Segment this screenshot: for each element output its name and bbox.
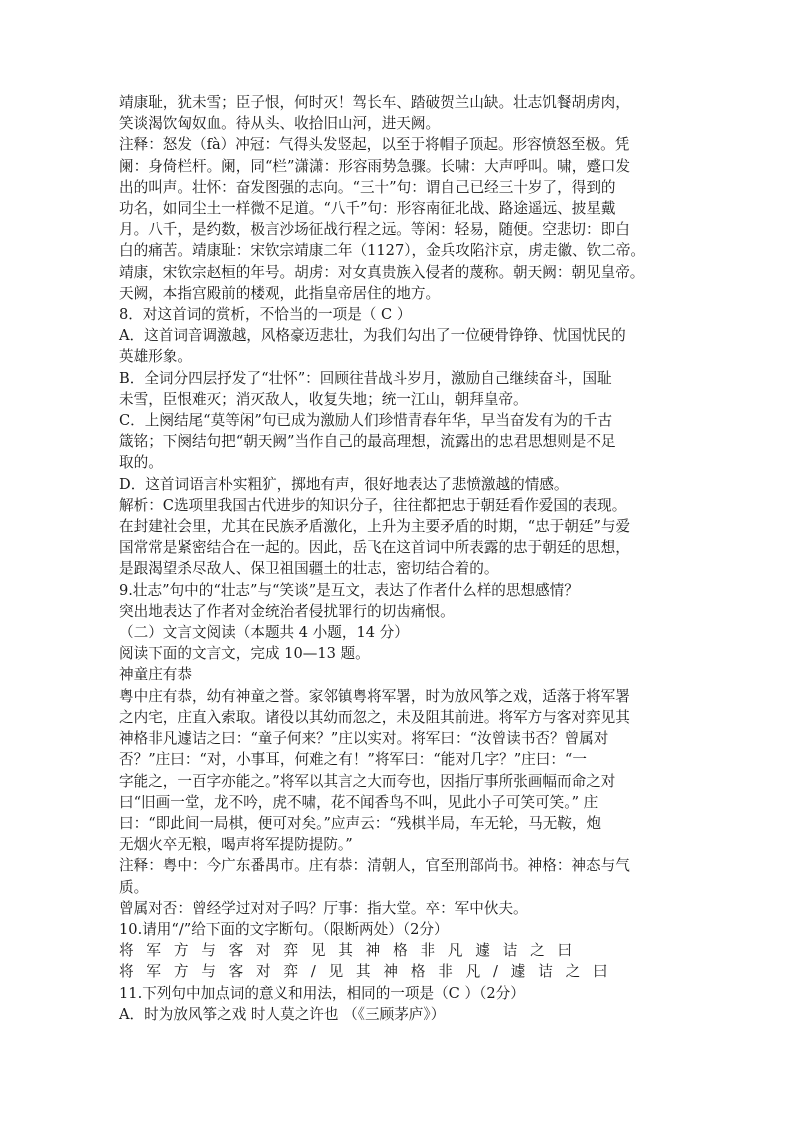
question-8: 8．对这首词的赏析，不恰当的一项是（ C ） <box>119 306 412 324</box>
option-a: A．时为放风筝之戏 时人莫之许也 （《三顾茅庐》） <box>119 1005 446 1023</box>
text-line: 国常常是紧密结合在一起的。因此，岳飞在这首词中所表露的忠于朝廷的思想， <box>119 539 630 557</box>
text-line: 在封建社会里，尤其在民族矛盾激化，上升为主要矛盾的时期，“忠于朝廷”与爱 <box>119 518 631 536</box>
text-line: 是跟渴望杀尽敌人、保卫祖国疆土的壮志，密切结合着的。 <box>119 560 499 578</box>
text-line: 出的叫声。壮怀：奋发图强的志向。“三十”句：谓自己已经三十岁了，得到的 <box>119 178 616 196</box>
option-d: D．这首词语言朴实粗犷，掷地有声，很好地表达了悲愤激越的情感。 <box>119 475 569 493</box>
text-line: 靖康耻，犹未雪；臣子恨，何时灭！驾长车、踏破贺兰山缺。壮志饥餐胡虏肉， <box>119 94 630 111</box>
text-line: 阑：身倚栏杆。阑，同“栏”潇潇：形容雨势急骤。长啸：大声呼叫。啸，蹙口发 <box>119 157 631 175</box>
text-line: 靖康，宋钦宗赵桓的年号。胡虏：对女真贵族入侵者的蔑称。朝天阙：朝见皇帝。 <box>119 263 645 281</box>
text-line: 取的。 <box>119 454 163 472</box>
document-page <box>119 92 679 1025</box>
passage-line: 否？”庄曰：“对，小事耳，何难之有！”将军曰：“能对几字？”庄曰：“一 <box>119 751 587 769</box>
sentence-original: 将 军 方 与 客 对 弈 见 其 神 格 非 凡 遽 诘 之 曰 <box>119 942 577 960</box>
passage-line: 曰“旧画一堂，龙不吟，虎不啸，花不闻香鸟不叫，见此小子可笑可笑。” 庄 <box>119 793 599 811</box>
section-heading: （二）文言文阅读（本题共 4 小题，14 分） <box>119 624 409 642</box>
text-line: 笑谈渴饮匈奴血。待从头、收拾旧山河，进天阙。 <box>119 115 441 133</box>
notes-line: 曾属对否：曾经学过对对子吗？厅事：指大堂。卒：军中伙夫。 <box>119 899 528 917</box>
text-line: 未雪，臣恨难灭；消灭敌人，收复失地；统一江山，朝拜皇帝。 <box>119 390 528 408</box>
text-line: 白的痛苦。靖康耻：宋钦宗靖康二年（1127），金兵攻陷汴京，虏走徽、钦二帝。 <box>119 242 646 260</box>
passage-line: 字能之，一百字亦能之。”将军以其言之大而夸也，因指厅事所张画幅而命之对 <box>119 772 616 790</box>
option-a: A．这首词音调激越，风格豪迈悲壮，为我们勾出了一位硬骨铮铮、忧国忧民的 <box>119 327 626 345</box>
notes-line: 质。 <box>119 878 149 896</box>
question-11: 11.下列句中加点词的意义和用法，相同的一项是（C ）（2分） <box>119 984 525 1002</box>
passage-line: 神格非凡遽诘之曰：“童子何来？”庄以实对。将军曰：“汝曾读书否？曾属对 <box>119 730 609 748</box>
passage-line: 之内宅，庄直入索取。诸役以其幼而忽之，未及阻其前进。将军方与客对弈见其 <box>119 708 630 726</box>
answer-9: 突出地表达了作者对金统治者侵扰罪行的切齿痛恨。 <box>119 602 455 620</box>
question-9: 9.壮志”句中的“壮志”与“笑谈”是互文，表达了作者什么样的思想感情？ <box>119 581 579 599</box>
passage-title: 神童庄有恭 <box>119 666 192 684</box>
question-10: 10.请用“/”给下面的文字断句。（限断两处）（2分） <box>119 920 449 938</box>
analysis-line: 解析：C选项里我国古代进步的知识分子，往往都把忠于朝廷看作爱国的表现。 <box>119 496 627 514</box>
passage-line: 曰：“即此间一局棋，便可对矣。”应声云：“残棋半局，车无轮，马无鞍，炮 <box>119 814 602 832</box>
text-line: 英雄形象。 <box>119 348 192 366</box>
option-b: B．全词分四层抒发了“壮怀”：回顾往昔战斗岁月，激励自己继续奋斗，国耻 <box>119 369 612 387</box>
text-line: 月。八千，是约数，极言沙场征战行程之远。等闲：轻易，随便。空悲切：即白 <box>119 221 630 239</box>
sentence-punctuated: 将 军 方 与 客 对 弈 / 见 其 神 格 非 凡 / 遽 诘 之 曰 <box>119 963 612 981</box>
instruction: 阅读下面的文言文，完成 10—13 题。 <box>119 645 370 663</box>
notes-line: 注释：粤中：今广东番禺市。庄有恭：清朝人，官至刑部尚书。神格：神态与气 <box>119 857 630 875</box>
text-line: 天阙，本指宫殿前的楼观，此指皇帝居住的地方。 <box>119 284 441 302</box>
option-c: C．上阕结尾“莫等闲”句已成为激励人们珍惜青春年华，早当奋发有为的千古 <box>119 412 613 430</box>
passage-line: 无烟火卒无粮，喝声将军提防提防。” <box>119 836 353 854</box>
text-line: 功名，如同尘土一样微不足道。“八千”句：形容南征北战、路途遥远、披星戴 <box>119 200 616 218</box>
passage-line: 粤中庄有恭，幼有神童之誉。家邻镇粤将军署，时为放风筝之戏，适落于将军署 <box>119 687 630 705</box>
text-line: 箴铭；下阕结句把“朝天阙”当作自己的最高理想，流露出的忠君思想则是不足 <box>119 433 616 451</box>
text-line: 注释：怒发（fà）冲冠：气得头发竖起，以至于将帽子顶起。形容愤怒至极。凭 <box>119 136 630 154</box>
